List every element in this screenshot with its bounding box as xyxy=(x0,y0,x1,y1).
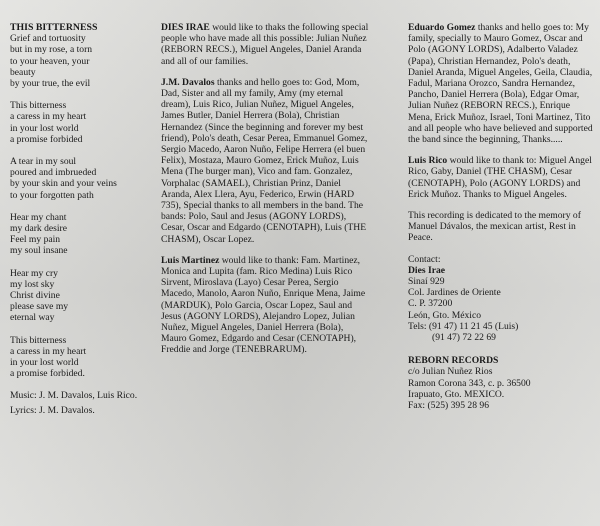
lyric-line: Christ divine xyxy=(10,290,60,302)
contact-name: Dies Irae xyxy=(408,264,446,276)
lyric-line: by your true, the evil xyxy=(10,78,91,90)
member-name: J.M. Davalos xyxy=(161,76,215,88)
lyric-line: to your heaven, your xyxy=(10,55,90,67)
lyric-line: my lost sky xyxy=(10,278,55,290)
lyric-line: my soul insane xyxy=(10,245,68,257)
lyrics-stanza xyxy=(10,268,146,324)
label-block xyxy=(408,355,596,411)
lyric-line: in your lost world xyxy=(10,122,79,134)
song-title: THIS BITTERNESS xyxy=(10,22,98,33)
label-line: c/o Julian Nuñez Rios xyxy=(408,366,493,378)
lyric-line: This bitterness xyxy=(10,334,67,346)
contact-line: León, Gto. México xyxy=(408,309,482,321)
lyric-line: a promise forbided. xyxy=(10,368,85,380)
dedication: This recording is dedicated to the memory of Manuel Dávalos, the mexican artist, Rest in Peace. xyxy=(408,210,581,244)
lyrics-stanza xyxy=(10,335,146,380)
member-thanks-paragraph xyxy=(161,77,369,245)
label-line: Ramon Corona 343, c. p. 36500 xyxy=(408,377,531,389)
contact-line: Sinaí 929 xyxy=(408,276,445,288)
band-thanks-paragraph xyxy=(161,22,369,67)
member-thanks-paragraph xyxy=(408,22,596,145)
lyric-line: in your lost world xyxy=(10,357,79,369)
contact-line: Tels: (91 47) 11 21 45 (Luis) xyxy=(408,320,519,332)
lyric-line: beauty xyxy=(10,66,36,78)
label-name: REBORN RECORDS xyxy=(408,355,499,367)
lyrics-column xyxy=(10,22,146,426)
lyric-line: Feel my pain xyxy=(10,234,61,246)
lyric-line: a caress in my heart xyxy=(10,345,87,357)
lyric-line: A tear in my soul xyxy=(10,156,77,168)
lyric-line: my dark desire xyxy=(10,223,68,235)
member-thanks-paragraph xyxy=(408,155,596,200)
member-name: Luis Martinez xyxy=(161,254,220,266)
contact-line: (91 47) 72 22 69 xyxy=(432,332,496,344)
lyric-line: please save my xyxy=(10,301,69,313)
lyric-line: eternal way xyxy=(10,312,55,324)
member-thanks-text: would like to thank: Fam. Martinez, Monica and Lupita (fam. Rico Medina) Luis Rico Sirvent, Miroslava (Layo) Cesar Perea, Sergio Macedo, Manolo, Aaron Nuño, Enrique Mena, Jaime (MARDUK), Polo Garcia, Oscar Lopez, Saul and Jesus (AGONY LORDS), Alejandro Lopez, Julian Nuñez, Miguel Angeles, Daniel Herrera (Bola), Mauro Gomez, Edgardo and Cesar (CENOTAPH), Freddie and Jorge (TENEBRARUM). xyxy=(161,254,366,356)
lyrics-stanza xyxy=(10,100,146,145)
lyric-line: Grief and tortuosity xyxy=(10,33,86,45)
lyric-line: This bitterness xyxy=(10,100,67,112)
music-credit: Music: J. M. Davalos, Luis Rico. xyxy=(10,390,138,402)
label-line: Irapuato, Gto. MEXICO. xyxy=(408,388,505,400)
lyrics-stanza xyxy=(10,156,146,201)
member-thanks-text: thanks and hello goes to: My family, specially to Mauro Gomez, Oscar and Polo (AGONY LORDS), Adalberto Valadez (Papa), Christian Hernandez, Polo's death, Daniel Aranda, Miguel Angeles, Geila, Claudia, Fadul, Mariana Orozco, Sandra Hernandez, Pancho, Daniel Herrera (Bola), Edgar Omar, Julian Nuñez (REBORN RECS.), Enrique Mena, Erick Muñoz, Israel, Toni Martinez, Tito and all people who have believed and supported the band since the beginning, Thanks..... xyxy=(408,22,593,146)
member-name: Eduardo Gomez xyxy=(408,22,476,33)
thanks-column-2 xyxy=(408,22,596,411)
contact-label: Contact: xyxy=(408,253,441,265)
lyrics-credit: Lyrics: J. M. Davalos. xyxy=(10,404,95,416)
lyric-line: Hear my cry xyxy=(10,267,58,279)
contact-block xyxy=(408,254,596,344)
lyric-line: a promise forbided xyxy=(10,133,83,145)
lyrics-stanza xyxy=(10,212,146,257)
lyric-line: a caress in my heart xyxy=(10,111,87,123)
label-line: Fax: (525) 395 28 96 xyxy=(408,400,490,412)
lyric-line: to your forgotten path xyxy=(10,189,94,201)
lyrics-stanza xyxy=(10,33,146,89)
member-thanks-text: would like to thank to: Miguel Angel Rico, Gaby, Daniel (THE CHASM), Cesar (CENOTAPH), Polo (AGONY LORDS) and Erick Muñoz. Thanks to Miguel Angeles. xyxy=(408,155,592,200)
lyric-line: but in my rose, a torn xyxy=(10,44,93,56)
contact-line: C. P. 37200 xyxy=(408,298,453,310)
member-thanks-paragraph xyxy=(161,255,369,356)
member-thanks-text: thanks and hello goes to: God, Mom, Dad, Sister and all my family, Amy (my eternal dream), Luis Rico, Julian Nuñez, Miguel Angeles, James Butler, Daniel Herrera (Bola), Christian Hernandez (Since the beginning and forever my best friend), Polo's death, Cesar Perea, Emmanuel Gomez, Sergio Macedo, Aaron Nuño, Felipe Herrera (el buen Felix), Mostaza, Mauro Gomez, Erick Muñoz, Luis Mena (The burger man), Vico and fam. Gonzalez, Vorphalac (SAMAEL), Christian Prinz, Daniel Aranda, Alex Llera, Ayu, Federico, Erwin (HARD 735), Special thanks to all members in the band. The bands: Polo, Saul and Jesus (AGONY LORDS), Cesar, Oscar and Edgardo (CENOTAPH), Luis (THE CHASM), Oscar Lopez. xyxy=(161,76,368,245)
band-name: DIES IRAE xyxy=(161,22,210,33)
lyric-line: poured and imbrueded xyxy=(10,167,97,179)
contact-line: Col. Jardines de Oriente xyxy=(408,287,501,299)
lyric-line: Hear my chant xyxy=(10,211,67,223)
lyric-line: by your skin and your veins xyxy=(10,178,117,190)
member-name: Luis Rico xyxy=(408,155,448,167)
thanks-column-1 xyxy=(161,22,369,366)
band-thanks-text: would like to thaks the following special people who have made all this possible: Julian Nuñez (REBORN RECS.), Miguel Angeles, Daniel Aranda and all of our families. xyxy=(161,22,369,67)
